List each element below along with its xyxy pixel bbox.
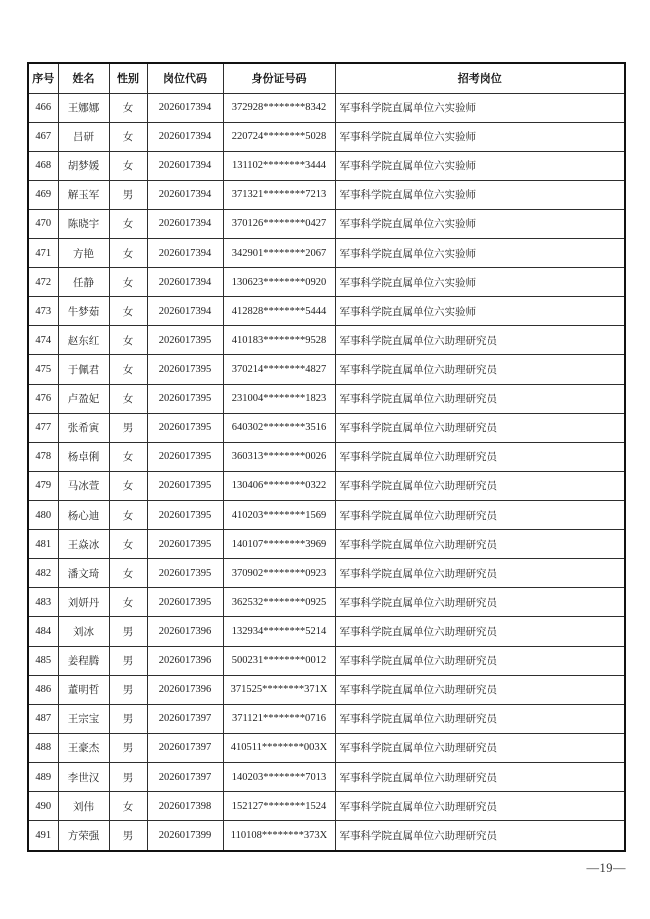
table-body xyxy=(28,93,625,851)
cell-recruitment-position: 军事科学院直属单位六助理研究员 xyxy=(335,617,625,646)
cell-position-code: 2026017395 xyxy=(147,326,223,355)
cell-name: 刘伟 xyxy=(58,792,109,821)
cell-gender: 女 xyxy=(109,209,147,238)
cell-position-code: 2026017396 xyxy=(147,646,223,675)
candidate-table xyxy=(27,62,626,852)
cell-no: 468 xyxy=(28,151,58,180)
cell-gender: 男 xyxy=(109,704,147,733)
cell-id-number: 130406********0322 xyxy=(223,471,335,500)
cell-name: 马冰萱 xyxy=(58,471,109,500)
cell-gender: 男 xyxy=(109,821,147,851)
cell-recruitment-position: 军事科学院直属单位六实验师 xyxy=(335,122,625,151)
cell-recruitment-position: 军事科学院直属单位六助理研究员 xyxy=(335,501,625,530)
cell-no: 474 xyxy=(28,326,58,355)
cell-position-code: 2026017396 xyxy=(147,617,223,646)
cell-gender: 女 xyxy=(109,501,147,530)
table-row xyxy=(28,326,625,355)
cell-gender: 女 xyxy=(109,384,147,413)
cell-id-number: 231004********1823 xyxy=(223,384,335,413)
cell-gender: 女 xyxy=(109,151,147,180)
cell-name: 陈晓宇 xyxy=(58,209,109,238)
cell-recruitment-position: 军事科学院直属单位六实验师 xyxy=(335,209,625,238)
cell-name: 方艳 xyxy=(58,239,109,268)
cell-name: 王焱冰 xyxy=(58,530,109,559)
cell-no: 470 xyxy=(28,209,58,238)
cell-no: 483 xyxy=(28,588,58,617)
cell-id-number: 220724********5028 xyxy=(223,122,335,151)
cell-name: 任静 xyxy=(58,268,109,297)
cell-name: 解玉军 xyxy=(58,180,109,209)
cell-recruitment-position: 军事科学院直属单位六助理研究员 xyxy=(335,646,625,675)
cell-position-code: 2026017394 xyxy=(147,297,223,326)
table-row xyxy=(28,151,625,180)
cell-gender: 女 xyxy=(109,559,147,588)
cell-position-code: 2026017394 xyxy=(147,180,223,209)
cell-position-code: 2026017399 xyxy=(147,821,223,851)
cell-recruitment-position: 军事科学院直属单位六助理研究员 xyxy=(335,384,625,413)
table-row xyxy=(28,93,625,122)
cell-no: 489 xyxy=(28,763,58,792)
cell-position-code: 2026017394 xyxy=(147,151,223,180)
cell-recruitment-position: 军事科学院直属单位六实验师 xyxy=(335,268,625,297)
table-row xyxy=(28,763,625,792)
table-row xyxy=(28,588,625,617)
table-row xyxy=(28,180,625,209)
cell-no: 473 xyxy=(28,297,58,326)
cell-recruitment-position: 军事科学院直属单位六实验师 xyxy=(335,297,625,326)
cell-gender: 男 xyxy=(109,617,147,646)
table-row xyxy=(28,268,625,297)
cell-gender: 女 xyxy=(109,297,147,326)
cell-gender: 女 xyxy=(109,326,147,355)
cell-no: 486 xyxy=(28,675,58,704)
table-row xyxy=(28,704,625,733)
cell-name: 王豪杰 xyxy=(58,733,109,762)
cell-name: 方荣强 xyxy=(58,821,109,851)
cell-position-code: 2026017395 xyxy=(147,384,223,413)
cell-id-number: 370214********4827 xyxy=(223,355,335,384)
cell-gender: 女 xyxy=(109,530,147,559)
cell-gender: 男 xyxy=(109,180,147,209)
cell-recruitment-position: 军事科学院直属单位六助理研究员 xyxy=(335,763,625,792)
cell-recruitment-position: 军事科学院直属单位六实验师 xyxy=(335,151,625,180)
table-row xyxy=(28,821,625,851)
cell-id-number: 410183********9528 xyxy=(223,326,335,355)
cell-gender: 男 xyxy=(109,646,147,675)
cell-position-code: 2026017395 xyxy=(147,530,223,559)
cell-position-code: 2026017395 xyxy=(147,471,223,500)
table-row xyxy=(28,442,625,471)
cell-position-code: 2026017396 xyxy=(147,675,223,704)
cell-id-number: 130623********0920 xyxy=(223,268,335,297)
cell-gender: 男 xyxy=(109,733,147,762)
cell-position-code: 2026017395 xyxy=(147,501,223,530)
cell-position-code: 2026017397 xyxy=(147,763,223,792)
cell-name: 李世汉 xyxy=(58,763,109,792)
cell-position-code: 2026017395 xyxy=(147,442,223,471)
table-row xyxy=(28,501,625,530)
cell-id-number: 412828********5444 xyxy=(223,297,335,326)
cell-no: 485 xyxy=(28,646,58,675)
cell-gender: 男 xyxy=(109,413,147,442)
cell-id-number: 362532********0925 xyxy=(223,588,335,617)
cell-id-number: 640302********3516 xyxy=(223,413,335,442)
cell-position-code: 2026017397 xyxy=(147,733,223,762)
cell-id-number: 372928********8342 xyxy=(223,93,335,122)
cell-name: 卢盈妃 xyxy=(58,384,109,413)
cell-no: 477 xyxy=(28,413,58,442)
column-header-serial-number: 序号 xyxy=(28,63,58,93)
cell-no: 488 xyxy=(28,733,58,762)
column-header-name: 姓名 xyxy=(58,63,109,93)
cell-id-number: 371121********0716 xyxy=(223,704,335,733)
cell-no: 484 xyxy=(28,617,58,646)
cell-id-number: 370902********0923 xyxy=(223,559,335,588)
cell-no: 481 xyxy=(28,530,58,559)
column-header-id-number: 身份证号码 xyxy=(223,63,335,93)
cell-recruitment-position: 军事科学院直属单位六实验师 xyxy=(335,93,625,122)
cell-position-code: 2026017394 xyxy=(147,93,223,122)
table-row xyxy=(28,355,625,384)
table-row xyxy=(28,617,625,646)
table-row xyxy=(28,209,625,238)
cell-recruitment-position: 军事科学院直属单位六实验师 xyxy=(335,239,625,268)
cell-recruitment-position: 军事科学院直属单位六助理研究员 xyxy=(335,704,625,733)
cell-position-code: 2026017394 xyxy=(147,209,223,238)
cell-position-code: 2026017395 xyxy=(147,559,223,588)
cell-name: 杨卓俐 xyxy=(58,442,109,471)
cell-no: 479 xyxy=(28,471,58,500)
cell-id-number: 500231********0012 xyxy=(223,646,335,675)
cell-no: 480 xyxy=(28,501,58,530)
cell-position-code: 2026017398 xyxy=(147,792,223,821)
table-row xyxy=(28,792,625,821)
cell-name: 牛梦茹 xyxy=(58,297,109,326)
cell-no: 467 xyxy=(28,122,58,151)
cell-id-number: 360313********0026 xyxy=(223,442,335,471)
cell-no: 478 xyxy=(28,442,58,471)
cell-recruitment-position: 军事科学院直属单位六助理研究员 xyxy=(335,471,625,500)
cell-name: 刘冰 xyxy=(58,617,109,646)
cell-id-number: 371321********7213 xyxy=(223,180,335,209)
table-row xyxy=(28,675,625,704)
cell-no: 491 xyxy=(28,821,58,851)
cell-recruitment-position: 军事科学院直属单位六助理研究员 xyxy=(335,733,625,762)
cell-position-code: 2026017394 xyxy=(147,239,223,268)
column-header-recruitment-position: 招考岗位 xyxy=(335,63,625,93)
cell-name: 赵东红 xyxy=(58,326,109,355)
cell-no: 475 xyxy=(28,355,58,384)
cell-no: 487 xyxy=(28,704,58,733)
table-row xyxy=(28,471,625,500)
cell-name: 张希寅 xyxy=(58,413,109,442)
cell-gender: 女 xyxy=(109,442,147,471)
table-row xyxy=(28,413,625,442)
table-row xyxy=(28,733,625,762)
cell-id-number: 410511********003X xyxy=(223,733,335,762)
table-header-row xyxy=(28,63,625,93)
cell-id-number: 140203********7013 xyxy=(223,763,335,792)
cell-id-number: 131102********3444 xyxy=(223,151,335,180)
cell-gender: 女 xyxy=(109,268,147,297)
cell-recruitment-position: 军事科学院直属单位六助理研究员 xyxy=(335,413,625,442)
cell-id-number: 132934********5214 xyxy=(223,617,335,646)
cell-gender: 女 xyxy=(109,93,147,122)
cell-gender: 女 xyxy=(109,588,147,617)
column-header-gender: 性别 xyxy=(109,63,147,93)
column-header-position-code: 岗位代码 xyxy=(147,63,223,93)
cell-position-code: 2026017394 xyxy=(147,268,223,297)
table-row xyxy=(28,384,625,413)
cell-no: 490 xyxy=(28,792,58,821)
cell-name: 吕研 xyxy=(58,122,109,151)
cell-gender: 男 xyxy=(109,675,147,704)
cell-no: 482 xyxy=(28,559,58,588)
cell-id-number: 152127********1524 xyxy=(223,792,335,821)
cell-recruitment-position: 军事科学院直属单位六助理研究员 xyxy=(335,355,625,384)
cell-position-code: 2026017395 xyxy=(147,588,223,617)
cell-recruitment-position: 军事科学院直属单位六助理研究员 xyxy=(335,442,625,471)
cell-name: 王宗宝 xyxy=(58,704,109,733)
cell-gender: 女 xyxy=(109,355,147,384)
table-row xyxy=(28,646,625,675)
cell-position-code: 2026017395 xyxy=(147,355,223,384)
cell-id-number: 371525********371X xyxy=(223,675,335,704)
cell-position-code: 2026017397 xyxy=(147,704,223,733)
table-row xyxy=(28,239,625,268)
cell-id-number: 140107********3969 xyxy=(223,530,335,559)
cell-recruitment-position: 军事科学院直属单位六助理研究员 xyxy=(335,559,625,588)
cell-id-number: 110108********373X xyxy=(223,821,335,851)
cell-gender: 女 xyxy=(109,471,147,500)
cell-name: 胡梦媛 xyxy=(58,151,109,180)
table-row xyxy=(28,530,625,559)
cell-recruitment-position: 军事科学院直属单位六实验师 xyxy=(335,180,625,209)
cell-name: 杨心迪 xyxy=(58,501,109,530)
cell-position-code: 2026017394 xyxy=(147,122,223,151)
table-row xyxy=(28,122,625,151)
cell-id-number: 370126********0427 xyxy=(223,209,335,238)
cell-no: 471 xyxy=(28,239,58,268)
table-row xyxy=(28,559,625,588)
table-row xyxy=(28,297,625,326)
cell-name: 刘妍丹 xyxy=(58,588,109,617)
cell-gender: 女 xyxy=(109,122,147,151)
cell-no: 469 xyxy=(28,180,58,209)
page-number: —19— xyxy=(586,861,626,875)
cell-recruitment-position: 军事科学院直属单位六助理研究员 xyxy=(335,675,625,704)
cell-name: 于佩君 xyxy=(58,355,109,384)
cell-gender: 女 xyxy=(109,239,147,268)
cell-name: 姜程腾 xyxy=(58,646,109,675)
cell-id-number: 410203********1569 xyxy=(223,501,335,530)
cell-no: 472 xyxy=(28,268,58,297)
cell-recruitment-position: 军事科学院直属单位六助理研究员 xyxy=(335,821,625,851)
cell-gender: 女 xyxy=(109,792,147,821)
cell-position-code: 2026017395 xyxy=(147,413,223,442)
cell-gender: 男 xyxy=(109,763,147,792)
cell-id-number: 342901********2067 xyxy=(223,239,335,268)
cell-recruitment-position: 军事科学院直属单位六助理研究员 xyxy=(335,792,625,821)
cell-recruitment-position: 军事科学院直属单位六助理研究员 xyxy=(335,326,625,355)
cell-recruitment-position: 军事科学院直属单位六助理研究员 xyxy=(335,588,625,617)
cell-name: 王娜娜 xyxy=(58,93,109,122)
cell-recruitment-position: 军事科学院直属单位六助理研究员 xyxy=(335,530,625,559)
cell-no: 476 xyxy=(28,384,58,413)
cell-name: 董明哲 xyxy=(58,675,109,704)
cell-name: 潘文琦 xyxy=(58,559,109,588)
cell-no: 466 xyxy=(28,93,58,122)
